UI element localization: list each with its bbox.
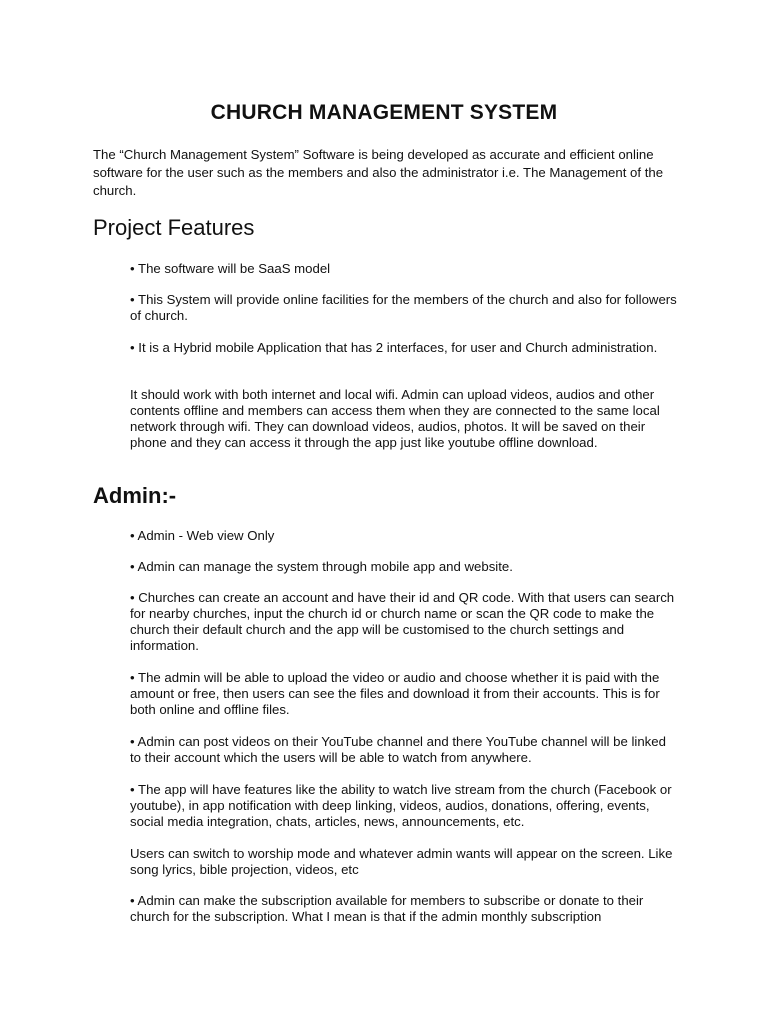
admin-item: • Admin - Web view Only: [130, 528, 275, 543]
feature-item: • It is a Hybrid mobile Application that has 2 interfaces, for user and Church administration.: [130, 340, 658, 355]
document-title: CHURCH MANAGEMENT SYSTEM: [210, 101, 558, 124]
section-heading-project-features: Project Features: [93, 215, 255, 240]
admin-item: • Admin can post videos on their YouTube channel and there YouTube channel will be linked to their account which the users will be able to watch from anywhere.: [130, 734, 666, 765]
intro-paragraph: The “Church Management System” Software is being developed as accurate and efficient online software for the user such as the members and also the administrator i.e. The Management of the church.: [93, 147, 664, 198]
admin-item: • The app will have features like the ability to watch live stream from the church (Facebook or youtube), in app notification with deep linking, videos, audios, donations, offering, events, social media integration, chats, articles, news, announcements, etc.: [130, 782, 672, 829]
feature-item: • This System will provide online facilities for the members of the church and also for followers of church.: [130, 292, 677, 323]
admin-item: • Admin can make the subscription available for members to subscribe or donate to their church for the subscription. What I mean is that if the admin monthly subscription: [130, 893, 644, 924]
admin-item: • Churches can create an account and have their id and QR code. With that users can search for nearby churches, input the church id or church name or scan the QR code to make the church their default church and the app will be customised to the church settings and information.: [130, 590, 675, 653]
feature-item: • The software will be SaaS model: [130, 261, 331, 276]
section-heading-admin: Admin:-: [93, 483, 177, 508]
admin-paragraph: Users can switch to worship mode and whatever admin wants will appear on the screen. Like song lyrics, bible projection, videos, etc: [130, 846, 673, 877]
admin-item: • The admin will be able to upload the video or audio and choose whether it is paid with the amount or free, then users can see the files and download it from their accounts. This is for both online and offline files.: [130, 670, 660, 717]
feature-paragraph: It should work with both internet and local wifi. Admin can upload videos, audios and other contents offline and members can access them when they are connected to the same local network through wifi. They can download videos, audios, photos. It will be saved on their phone and they can access it through the app just like youtube offline download.: [130, 387, 660, 450]
admin-item: • Admin can manage the system through mobile app and website.: [130, 559, 513, 574]
